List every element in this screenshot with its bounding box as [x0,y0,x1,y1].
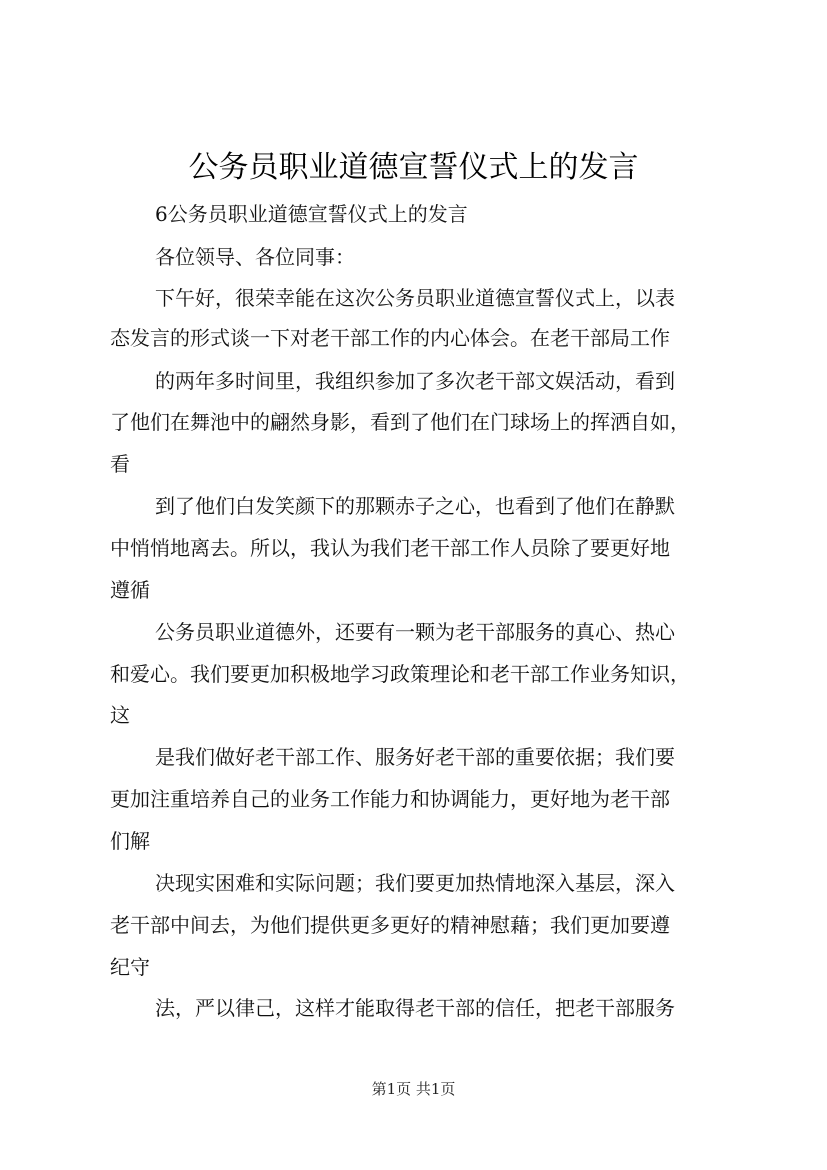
body-line: 决现实困难和实际问题；我们要更加热情地深入基层，深入 [155,871,675,895]
page-footer: 第1页 共1页 [371,1080,456,1098]
body-line: 态发言的形式谈一下对老干部工作的内心体会。在老干部局工作 [110,326,670,350]
body-line: 了他们在舞池中的翩然身影，看到了他们在门球场上的挥洒自如， [110,410,690,434]
body-line: 公务员职业道德外，还要有一颗为老干部服务的真心、热心 [155,620,675,644]
body-line: 遵循 [110,578,150,602]
body-line: 们解 [110,829,150,853]
body-line: 看 [110,452,130,476]
body-line: 纪守 [110,955,150,979]
body-line: 法，严以律己，这样才能取得老干部的信任，把老干部服务 [155,996,675,1020]
body-line: 中悄悄地离去。所以，我认为我们老干部工作人员除了要更好地 [110,536,670,560]
body-line: 的两年多时间里，我组织参加了多次老干部文娱活动，看到 [155,369,675,393]
body-line: 是我们做好老干部工作、服务好老干部的重要依据；我们要 [155,745,675,769]
body-line: 这 [110,703,130,727]
body-line: 和爱心。我们要更加积极地学习政策理论和老干部工作业务知识， [110,662,690,686]
body-line: 老干部中间去，为他们提供更多更好的精神慰藉；我们更加要遵 [110,913,670,937]
subtitle-line: 6公务员职业道德宣誓仪式上的发言 [155,202,468,226]
greeting-line: 各位领导、各位同事： [155,245,355,269]
body-line: 下午好，很荣幸能在这次公务员职业道德宣誓仪式上，以表 [155,286,675,310]
body-line: 到了他们白发笑颜下的那颗赤子之心，也看到了他们在静默 [155,494,675,518]
body-line: 更加注重培养自己的业务工作能力和协调能力，更好地为老干部 [110,787,670,811]
document-title: 公务员职业道德宣誓仪式上的发言 [188,150,639,185]
